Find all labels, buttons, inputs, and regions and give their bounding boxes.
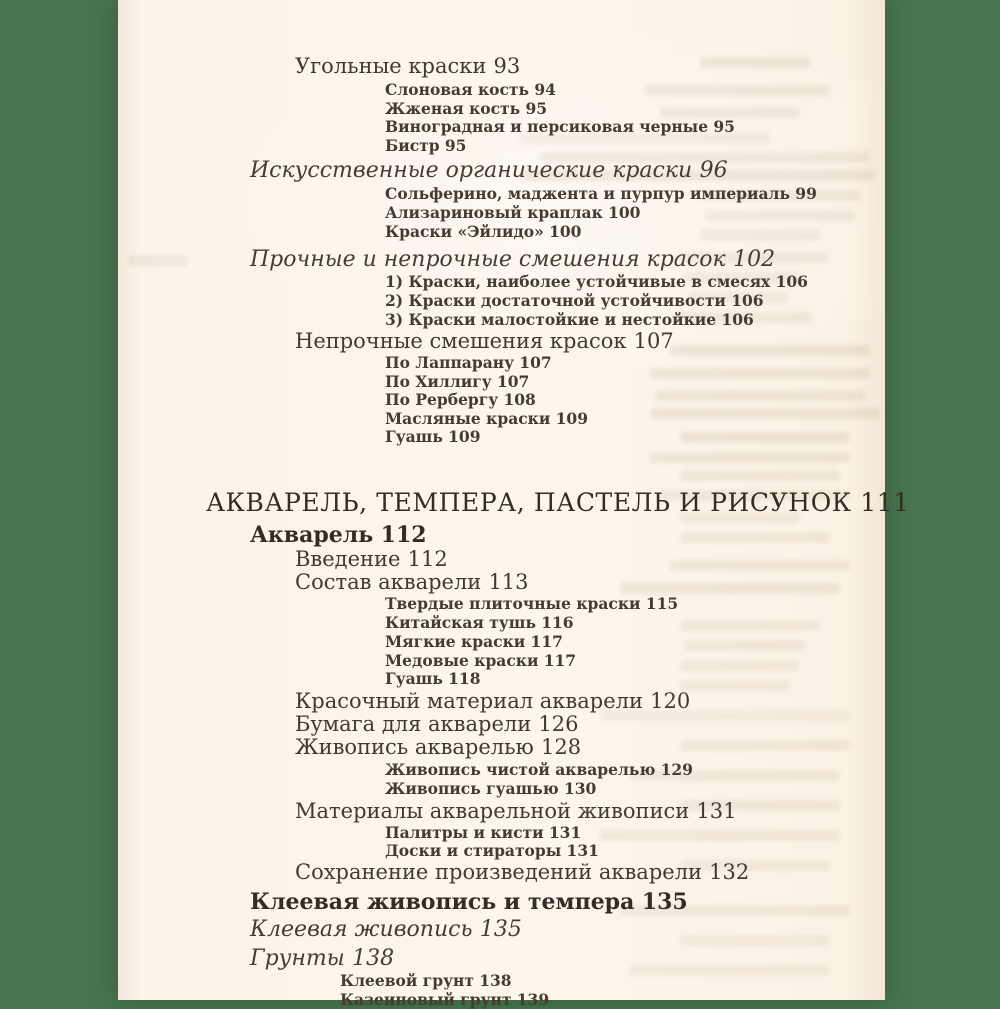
- toc-entry: [385, 186, 817, 202]
- toc-entry: [385, 374, 529, 390]
- toc-entry-page-number: 108: [503, 390, 536, 409]
- toc-entry: [295, 801, 736, 822]
- toc-entry: [250, 249, 775, 271]
- toc-entry-page-number: 95: [444, 136, 467, 155]
- toc-entry: [295, 737, 581, 758]
- toc-entry: [385, 119, 735, 135]
- toc-entry: [295, 56, 520, 77]
- toc-entry-title: Медовые краски: [385, 651, 539, 670]
- toc-entry-page-number: 93: [493, 54, 521, 78]
- toc-entry-title: Прочные и непрочные смешения красок: [250, 247, 726, 272]
- toc-entry-page-number: 107: [519, 353, 552, 372]
- toc-entry-page-number: 128: [540, 735, 582, 759]
- toc-entry-page-number: 131: [696, 799, 737, 823]
- toc-entry-page-number: 139: [516, 990, 550, 1009]
- toc-entry-title: Твердые плиточные краски: [385, 594, 641, 613]
- toc-entry: [385, 825, 581, 841]
- toc-entry: [385, 101, 547, 117]
- toc-entry: [250, 919, 522, 941]
- toc-entry: [385, 82, 556, 98]
- toc-entry-title: Мягкие краски: [385, 632, 526, 651]
- toc-entry: [385, 634, 563, 650]
- toc-entry-page-number: 106: [731, 291, 764, 310]
- toc-entry-title: Краски «Эйлидо»: [385, 222, 544, 241]
- toc-entry-title: 3) Краски малостойкие и нестойкие: [385, 310, 717, 329]
- toc-entry-title: 1) Краски, наиболее устойчивые в смесях: [385, 272, 771, 291]
- toc-entry-title: Бумага для акварели: [295, 712, 532, 736]
- toc-entry: [250, 160, 728, 182]
- toc-entry-title: Живопись гуашью: [385, 779, 559, 798]
- toc-entry-page-number: 115: [645, 594, 679, 613]
- toc-entry: [385, 781, 596, 797]
- toc-entry-page-number: 129: [660, 760, 693, 779]
- toc-entry: [385, 843, 599, 859]
- toc-entry-title: Сольферино, маджента и пурпур империаль: [385, 184, 791, 203]
- toc-entry-title: По Хиллигу: [385, 372, 492, 391]
- toc-entry: [340, 992, 549, 1008]
- toc-entry-page-number: 138: [352, 946, 395, 971]
- toc-entry-page-number: 131: [566, 841, 599, 860]
- toc-entry: [250, 891, 688, 913]
- toc-entry-page-number: 118: [448, 669, 481, 688]
- toc-entry: [385, 429, 480, 445]
- toc-entry-title: Клеевая живопись: [250, 917, 473, 942]
- toc-entry-title: Виноградная и персиковая черные: [385, 117, 709, 136]
- toc-entry-page-number: 116: [541, 613, 574, 632]
- toc-entry-title: Живопись чистой акварелью: [385, 760, 656, 779]
- toc-entry-title: Гуашь: [385, 427, 443, 446]
- toc-entry: [295, 714, 578, 735]
- book-page: [118, 0, 910, 1009]
- toc-entry: [385, 615, 574, 631]
- toc-entry-page-number: 135: [641, 889, 688, 915]
- toc-entry-title: Состав акварели: [295, 570, 482, 594]
- toc-entry-page-number: 107: [633, 329, 674, 353]
- toc-entry: [295, 549, 448, 570]
- toc-entry-title: Акварель: [250, 522, 374, 548]
- toc-entry-page-number: 100: [608, 203, 641, 222]
- toc-entry: [295, 331, 674, 352]
- toc-entry-page-number: 135: [479, 917, 522, 942]
- toc-entry-title: Жженая кость: [385, 99, 521, 118]
- toc-entry-page-number: 112: [380, 522, 427, 548]
- toc-entry-title: Ализариновый краплак: [385, 203, 603, 222]
- toc-entry: [385, 205, 640, 221]
- toc-entry: [385, 596, 678, 612]
- toc-entry-page-number: 95: [525, 99, 548, 118]
- toc-entry-title: Китайская тушь: [385, 613, 536, 632]
- toc-entry-page-number: 99: [795, 184, 817, 203]
- toc-entry-title: Клеевая живопись и темпера: [250, 889, 635, 915]
- toc-entry-page-number: 130: [563, 779, 597, 798]
- toc-entry-page-number: 107: [496, 372, 530, 391]
- toc-entry-page-number: 117: [530, 632, 563, 651]
- toc-entry-page-number: 131: [548, 823, 582, 842]
- toc-entry-title: По Рербергу: [385, 390, 499, 409]
- toc-entry-title: Палитры и кисти: [385, 823, 544, 842]
- toc-entry-title: Слоновая кость: [385, 80, 530, 99]
- toc-entry-title: Грунты: [250, 946, 345, 971]
- toc-entry-page-number: 106: [775, 272, 808, 291]
- toc-section-heading: [206, 490, 910, 515]
- toc-entry: [250, 948, 394, 970]
- toc-entry-title: Введение: [295, 547, 401, 571]
- toc-entry-page-number: 111: [860, 488, 910, 517]
- toc-entry-page-number: 94: [534, 80, 556, 99]
- toc-entry-page-number: 120: [650, 689, 691, 713]
- toc-entry: [385, 671, 480, 687]
- toc-entry: [385, 355, 552, 371]
- toc-entry: [385, 274, 808, 290]
- toc-entry: [385, 312, 754, 328]
- toc-entry-page-number: 138: [479, 971, 512, 990]
- toc-entry-page-number: 126: [538, 712, 579, 736]
- toc-entry-page-number: 112: [407, 547, 448, 571]
- toc-entry-page-number: 100: [549, 222, 582, 241]
- toc-entry: [385, 293, 764, 309]
- toc-entry-title: Угольные краски: [295, 54, 487, 78]
- toc-entry: [340, 973, 512, 989]
- toc-entry: [295, 691, 690, 712]
- toc-entry-title: Масляные краски: [385, 409, 551, 428]
- toc-entry: [295, 572, 529, 593]
- toc-entry-title: Живопись акварелью: [295, 735, 534, 759]
- table-of-contents: [118, 0, 910, 1009]
- toc-entry-page-number: 109: [555, 409, 588, 428]
- toc-entry: [385, 138, 466, 154]
- toc-entry-page-number: 109: [448, 427, 481, 446]
- toc-entry-title: Непрочные смешения красок: [295, 329, 627, 353]
- toc-entry-title: Красочный материал акварели: [295, 689, 643, 713]
- toc-entry: [385, 762, 693, 778]
- toc-entry-title: По Лаппарану: [385, 353, 515, 372]
- toc-entry-title: Материалы акварельной живописи: [295, 799, 690, 823]
- toc-entry-page-number: 113: [488, 570, 529, 594]
- toc-entry-title: Искусственные органические краски: [250, 158, 693, 183]
- toc-entry-title: Бистр: [385, 136, 440, 155]
- toc-entry-title: Гуашь: [385, 669, 443, 688]
- toc-entry: [385, 392, 536, 408]
- toc-entry-title: Доски и стираторы: [385, 841, 562, 860]
- toc-entry-page-number: 95: [713, 117, 735, 136]
- toc-entry-page-number: 96: [699, 158, 728, 183]
- toc-entry-title: Казеиновый грунт: [340, 990, 512, 1009]
- toc-entry-page-number: 132: [709, 860, 750, 884]
- toc-entry: [385, 411, 588, 427]
- toc-entry-page-number: 102: [733, 247, 776, 272]
- toc-entry-page-number: 117: [543, 651, 577, 670]
- toc-entry-title: 2) Краски достаточной устойчивости: [385, 291, 726, 310]
- toc-entry: [250, 524, 427, 546]
- toc-entry: [385, 224, 581, 240]
- toc-entry-page-number: 106: [721, 310, 754, 329]
- toc-entry: [385, 653, 576, 669]
- toc-entry: [295, 862, 749, 883]
- toc-entry-title: Сохранение произведений акварели: [295, 860, 703, 884]
- toc-entry-title: Клеевой грунт: [340, 971, 474, 990]
- toc-entry-title: АКВАРЕЛЬ, ТЕМПЕРА, ПАСТЕЛЬ И РИСУНОК: [206, 488, 852, 517]
